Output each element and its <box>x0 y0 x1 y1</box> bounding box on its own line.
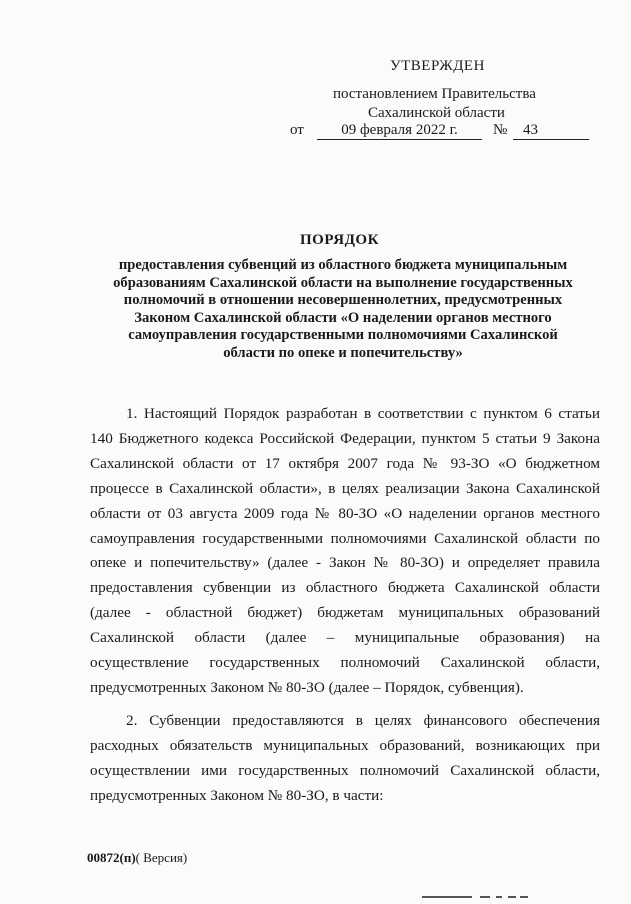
document-heading <box>0 232 631 249</box>
subtitle-line: предоставления субвенций из областного бюджета муниципальным <box>118 257 568 273</box>
subtitle-line: образованиям Сахалинской области на выполнение государственных <box>113 274 573 291</box>
subtitle-line: области по опеке и попечительству» <box>223 344 463 361</box>
subtitle-line: полномочий в отношении несовершеннолетних, предусмотренных <box>123 292 563 309</box>
heading-text: ПОРЯДОК <box>300 232 379 248</box>
paragraph-line: (далее - областной бюджет) бюджетам муниципальных образований <box>90 604 600 622</box>
from-label: от <box>290 122 304 138</box>
subtitle-line: самоуправления государственными полномочиями Сахалинской <box>128 327 558 344</box>
approval-date-row <box>290 122 590 142</box>
approval-date: 09 февраля 2022 г. <box>317 122 482 140</box>
paragraph-line: осуществление государственных полномочий Сахалинской области, <box>90 654 600 672</box>
number-label: № <box>493 122 508 138</box>
paragraph-line: 1. Настоящий Порядок разработан в соответствии с пунктом 6 статьи <box>126 405 600 422</box>
paragraph-line: расходных обязательств муниципальных образований, возникающих при <box>90 736 600 754</box>
paragraph-line: предоставления субвенции из областного бюджета Сахалинской области <box>90 579 600 597</box>
paragraph-line: процессе в Сахалинской области», в целях реализации Закона Сахалинской <box>90 479 600 497</box>
document-footer <box>87 850 187 866</box>
paragraph-line: предусмотренных Законом № 80-ЗО (далее – Порядок, субвенция). <box>90 678 524 696</box>
paragraph-line: предусмотренных Законом № 80-ЗО, в части: <box>90 786 384 804</box>
paragraph-line: осуществлении ими государственных полномочий Сахалинской области, <box>90 761 600 779</box>
paragraph-line: 2. Субвенции предоставляются в целях финансового обеспечения <box>126 712 600 729</box>
paragraph-line: Сахалинской области (далее – муниципальные образования) на <box>90 629 600 647</box>
paragraph-line: самоуправления государственными полномочиями Сахалинской области по <box>90 529 600 547</box>
subtitle-line: Законом Сахалинской области «О наделении органов местного <box>134 309 552 326</box>
scan-artifact <box>422 896 528 900</box>
document-code: 00872(п) <box>87 850 136 865</box>
paragraph-1 <box>90 402 600 701</box>
approval-line-2: Сахалинской области <box>368 105 505 121</box>
approval-number: 43 <box>513 122 589 140</box>
document-version: ( Версия) <box>135 850 188 865</box>
paragraph-line: области от 03 августа 2009 года № 80-ЗО «О наделении органов местного <box>90 504 600 522</box>
approval-line-1: постановлением Правительства <box>333 86 536 102</box>
paragraph-line: 140 Бюджетного кодекса Российской Федерации, пунктом 5 статьи 9 Закона <box>90 429 600 447</box>
paragraph-2 <box>90 709 600 809</box>
paragraph-line: Сахалинской области от 17 октября 2007 года № 93-ЗО «О бюджетном <box>90 454 600 472</box>
approval-title: УТВЕРЖДЕН <box>390 58 485 74</box>
paragraph-line: опеке и попечительству» (далее - Закон № 80-ЗО) и определяет правила <box>90 554 600 572</box>
document-subtitle <box>88 257 598 363</box>
